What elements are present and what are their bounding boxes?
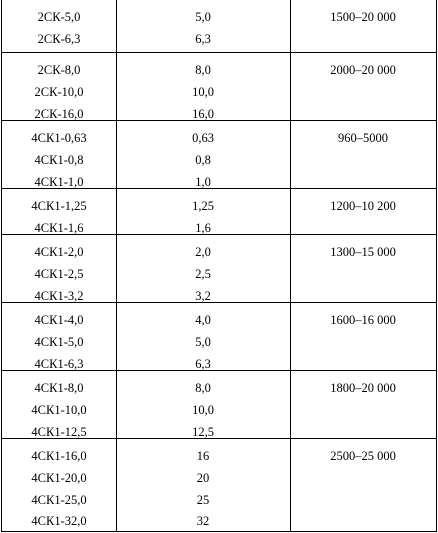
model-cell: 2СК-16,0 <box>34 107 84 121</box>
value-cell: 6,3 <box>195 357 211 371</box>
model-cell: 4СК1-4,0 <box>34 313 84 327</box>
table-row-group <box>2 0 436 53</box>
table-row-group <box>2 303 436 371</box>
model-cell: 2СК-6,3 <box>37 32 81 46</box>
model-cell: 4СК1-2,0 <box>34 245 84 259</box>
table-row-group <box>2 371 436 439</box>
frequency-range-cell: 2000–20 000 <box>330 63 396 77</box>
value-cell: 6,3 <box>195 32 211 46</box>
model-cell: 4СК1-1,0 <box>34 175 84 189</box>
table-row-group <box>2 235 436 303</box>
value-cell: 2,5 <box>195 267 211 281</box>
frequency-range-cell: 2500–25 000 <box>330 449 396 463</box>
model-cell: 4СК1-12,5 <box>31 425 87 439</box>
model-cell: 4СК1-3,2 <box>34 289 84 303</box>
value-cell: 5,0 <box>195 335 211 349</box>
data-table <box>1 0 437 532</box>
model-cell: 2СК-8,0 <box>37 63 81 77</box>
frequency-range-cell: 1300–15 000 <box>330 245 396 259</box>
model-cell: 4СК1-0,8 <box>34 153 84 167</box>
value-cell: 2,0 <box>195 245 211 259</box>
model-cell: 2СК-5,0 <box>37 10 81 24</box>
value-cell: 25 <box>196 493 210 507</box>
frequency-range-cell: 1200–10 200 <box>330 199 396 213</box>
model-cell: 4СК1-8,0 <box>34 381 84 395</box>
value-cell: 10,0 <box>192 403 214 417</box>
value-cell: 0,8 <box>195 153 211 167</box>
model-cell: 4СК1-16,0 <box>31 449 87 463</box>
frequency-range-cell: 960–5000 <box>338 131 388 145</box>
value-cell: 16,0 <box>192 107 214 121</box>
table-row-group <box>2 53 436 121</box>
value-cell: 20 <box>196 471 210 485</box>
model-cell: 4СК1-2,5 <box>34 267 84 281</box>
model-cell: 4СК1-0,63 <box>31 131 87 145</box>
model-cell: 2СК-10,0 <box>34 85 84 99</box>
value-cell: 5,0 <box>195 10 211 24</box>
model-cell: 4СК1-1,6 <box>34 221 84 235</box>
table-row-group <box>2 121 436 189</box>
model-cell: 4СК1-6,3 <box>34 357 84 371</box>
value-cell: 1,25 <box>192 199 214 213</box>
model-cell: 4СК1-1,25 <box>31 199 87 213</box>
value-cell: 1,0 <box>195 175 211 189</box>
value-cell: 4,0 <box>195 313 211 327</box>
model-cell: 4СК1-32,0 <box>31 514 87 528</box>
table-row-group <box>2 439 436 531</box>
value-cell: 8,0 <box>195 381 211 395</box>
model-cell: 4СК1-20,0 <box>31 471 87 485</box>
value-cell: 10,0 <box>192 85 214 99</box>
value-cell: 1,6 <box>195 221 211 235</box>
table-row-group <box>2 189 436 235</box>
value-cell: 16 <box>196 449 210 463</box>
model-cell: 4СК1-5,0 <box>34 335 84 349</box>
model-cell: 4СК1-10,0 <box>31 403 87 417</box>
value-cell: 12,5 <box>192 425 214 439</box>
frequency-range-cell: 1500–20 000 <box>330 10 396 24</box>
value-cell: 32 <box>196 514 210 528</box>
value-cell: 0,63 <box>192 131 214 145</box>
value-cell: 8,0 <box>195 63 211 77</box>
frequency-range-cell: 1600–16 000 <box>330 313 396 327</box>
value-cell: 3,2 <box>195 289 211 303</box>
model-cell: 4СК1-25,0 <box>31 493 87 507</box>
frequency-range-cell: 1800–20 000 <box>330 381 396 395</box>
